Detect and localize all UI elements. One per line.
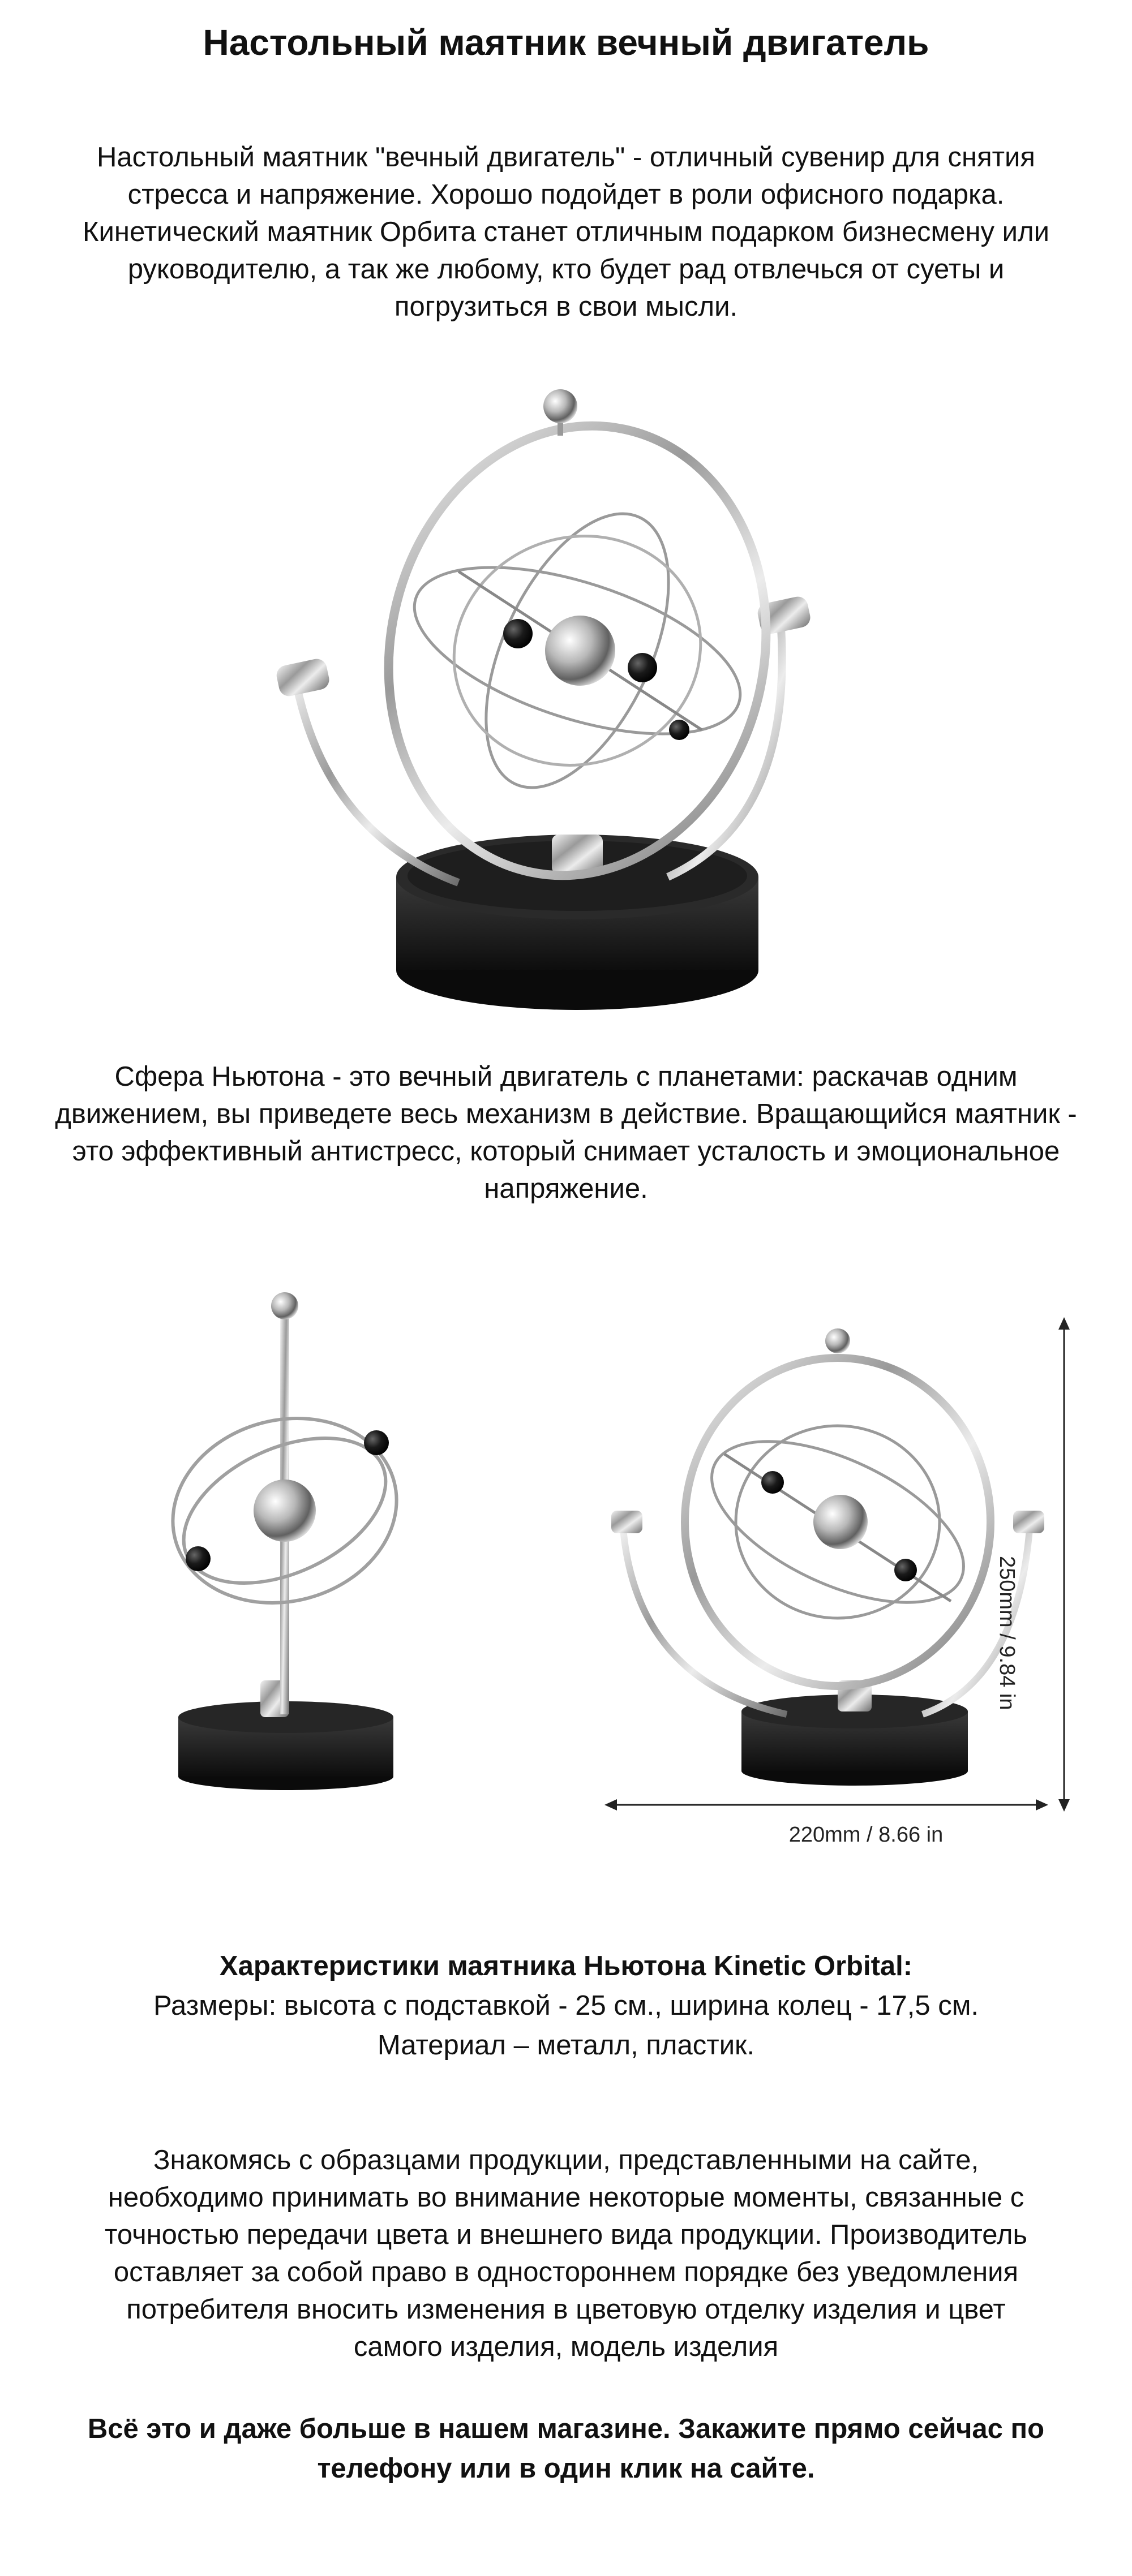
description-line: Сфера Ньютона - это вечный двигатель с планетами: раскачав одним bbox=[114, 1061, 1018, 1092]
disclaimer-line: самого изделия, модель изделия bbox=[353, 2332, 779, 2362]
disclaimer-paragraph bbox=[45, 2141, 1087, 2366]
width-dimension-label: 220mm / 8.66 in bbox=[788, 1823, 944, 1847]
product-side-view-image bbox=[164, 1284, 413, 1794]
planet-ball bbox=[628, 653, 657, 682]
planet-ball bbox=[186, 1546, 211, 1571]
center-sphere bbox=[254, 1480, 316, 1542]
specs-heading: Характеристики маятника Ньютона Kinetic Orbital: bbox=[219, 1951, 913, 1981]
intro-line: стресса и напряжение. Хорошо подойдет в роли офисного подарка. bbox=[127, 179, 1005, 210]
arm-cap-left bbox=[275, 657, 331, 698]
intro-line: Кинетический маятник Орбита станет отличным подарком бизнесмену или bbox=[83, 217, 1049, 247]
product-dimensions-image bbox=[600, 1284, 1098, 1861]
specs-material: Материал – металл, пластик. bbox=[377, 2030, 755, 2061]
planet-ball bbox=[669, 720, 689, 740]
description-line: это эффективный антистресс, который снимает усталость и эмоциональное bbox=[72, 1136, 1060, 1167]
description-line: напряжение. bbox=[484, 1173, 648, 1204]
intro-line: погрузиться в свои мысли. bbox=[394, 291, 738, 322]
disclaimer-line: оставляет за собой право в одностороннем порядке без уведомления bbox=[113, 2257, 1019, 2287]
top-ball bbox=[543, 389, 577, 423]
height-dimension-label: 250mm / 9.84 in bbox=[995, 1556, 1019, 1710]
intro-line: руководителю, а так же любому, кто будет рад отвлечься от суеты и bbox=[127, 254, 1005, 285]
cta-line: телефону или в один клик на сайте. bbox=[317, 2453, 815, 2484]
specs-block bbox=[45, 1946, 1087, 2065]
planet-ball bbox=[894, 1559, 917, 1581]
disclaimer-line: необходимо принимать во внимание некоторые моменты, связанные с bbox=[108, 2182, 1024, 2213]
arm-cap-left bbox=[611, 1511, 642, 1533]
cta-line: Всё это и даже больше в нашем магазине. Закажите прямо сейчас по bbox=[87, 2414, 1045, 2444]
product-hero-image bbox=[272, 356, 883, 1035]
center-sphere bbox=[813, 1495, 868, 1549]
call-to-action bbox=[45, 2409, 1087, 2488]
center-sphere bbox=[545, 616, 615, 686]
intro-line: Настольный маятник "вечный двигатель" - отличный сувенир для снятия bbox=[97, 142, 1035, 173]
planet-ball bbox=[364, 1430, 389, 1455]
page-title: Настольный маятник вечный двигатель bbox=[203, 22, 929, 63]
planet-ball bbox=[761, 1471, 784, 1494]
top-ball bbox=[825, 1328, 850, 1353]
disclaimer-line: Знакомясь с образцами продукции, представленными на сайте, bbox=[153, 2145, 979, 2175]
disclaimer-line: точностью передачи цвета и внешнего вида продукции. Производитель bbox=[105, 2220, 1027, 2250]
top-ball bbox=[271, 1292, 298, 1319]
disclaimer-line: потребителя вносить изменения в цветовую отделку изделия и цвет bbox=[126, 2294, 1006, 2325]
description-line: движением, вы приведете весь механизм в действие. Вращающийся маятник - bbox=[55, 1099, 1077, 1129]
intro-paragraph bbox=[45, 139, 1087, 325]
arm-cap-right bbox=[1013, 1511, 1044, 1533]
planet-ball bbox=[503, 619, 533, 648]
description-paragraph bbox=[28, 1058, 1104, 1207]
specs-size: Размеры: высота с подставкой - 25 см., ширина колец - 17,5 см. bbox=[153, 1990, 979, 2021]
